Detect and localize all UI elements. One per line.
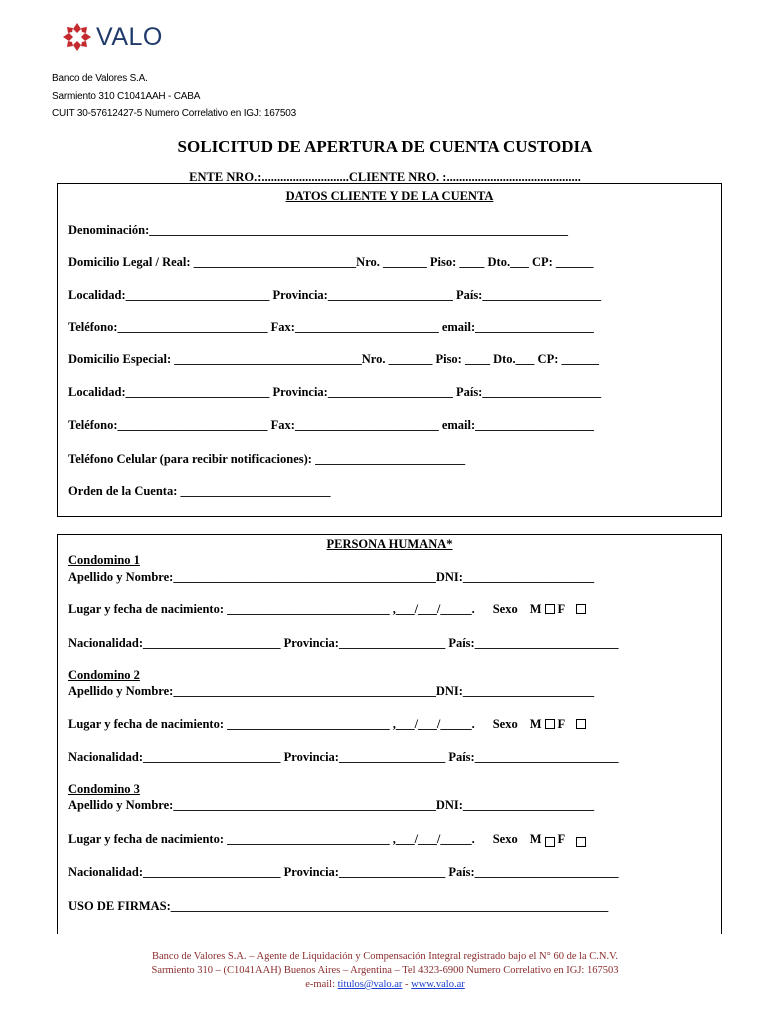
condomino-3-lugar-field[interactable]: Lugar y fecha de nacimiento: __________________________ ,___/___/_____. [68,832,475,846]
persona-humana-section [57,534,722,934]
datos-section-title: DATOS CLIENTE Y DE LA CUENTA [285,189,494,203]
document-title: SOLICITUD DE APERTURA DE CUENTA CUSTODIA [177,137,593,156]
footer-web-link[interactable]: www.valo.ar [411,979,465,990]
condomino-2-lugar-row [68,717,589,732]
orden-cuenta-field[interactable]: Orden de la Cuenta: ________________________ [68,484,331,498]
sexo-f-label: F [557,602,566,616]
bank-info [52,70,296,123]
ente-cliente-line: ENTE NRO.:............................CLIENTE NRO. :........................................... [189,170,581,184]
sexo-label: Sexo [492,602,518,616]
sexo-m-checkbox[interactable] [545,837,555,847]
bank-cuit: CUIT 30-57612427-5 Numero Correlativo en IGJ: 167503 [52,108,296,119]
sexo-f-checkbox[interactable] [576,719,586,729]
condomino-3-nacionalidad-field[interactable]: Nacionalidad:______________________ Provincia:_________________ País:_______________________ [68,865,619,879]
sexo-m-label: M [529,602,542,616]
condomino-3-lugar-row [68,832,589,847]
sexo-f-label: F [557,717,566,731]
footer-line-2: Sarmiento 310 – (C1041AAH) Buenos Aires – Argentina – Tel 4323-6900 Numero Correlativo en IGJ: 167503 [151,965,619,976]
brand-name: VALO [96,22,163,51]
sexo-label: Sexo [492,832,518,846]
domicilio-legal-field[interactable]: Domicilio Legal / Real: __________________________Nro. _______ Piso: ____ Dto.___ CP: ______ [68,255,594,269]
condomino-2-nacionalidad-field[interactable]: Nacionalidad:______________________ Provincia:_________________ País:_______________________ [68,750,619,764]
condomino-3-apellido-field[interactable]: Apellido y Nombre:__________________________________________DNI:_____________________ [68,798,595,812]
sexo-m-checkbox[interactable] [545,604,555,614]
sexo-m-label: M [529,717,542,731]
sexo-m-checkbox[interactable] [545,719,555,729]
uso-firmas-field[interactable]: USO DE FIRMAS:______________________________________________________________________ [68,899,609,913]
condomino-1-apellido-field[interactable]: Apellido y Nombre:__________________________________________DNI:_____________________ [68,570,595,584]
condomino-1-nacionalidad-field[interactable]: Nacionalidad:______________________ Provincia:_________________ País:_______________________ [68,636,619,650]
celular-field[interactable]: Teléfono Celular (para recibir notificaciones): ________________________ [68,452,466,466]
denominacion-field[interactable]: Denominación:___________________________________________________________________ [68,223,568,237]
sexo-m-label: M [529,832,542,846]
valo-logo-icon [62,22,92,52]
domicilio-especial-field[interactable]: Domicilio Especial: ______________________________Nro. _______ Piso: ____ Dto.___ CP: ______ [68,352,599,366]
telefono-field-1[interactable]: Teléfono:________________________ Fax:_______________________ email:___________________ [68,320,594,334]
localidad-field-2[interactable]: Localidad:_______________________ Provincia:____________________ País:___________________ [68,385,602,399]
footer-line-1: Banco de Valores S.A. – Agente de Liquidación y Compensación Integral registrado bajo el N° 60 de la C.N.V. [152,951,618,962]
condomino-2-lugar-field[interactable]: Lugar y fecha de nacimiento: __________________________ ,___/___/_____. [68,717,475,731]
condomino-1-lugar-field[interactable]: Lugar y fecha de nacimiento: __________________________ ,___/___/_____. [68,602,475,616]
datos-cliente-section [57,183,722,517]
condomino-1-lugar-row [68,602,589,617]
footer-email-prefix: e-mail: [305,979,338,990]
bank-name: Banco de Valores S.A. [52,73,148,84]
telefono-field-2[interactable]: Teléfono:________________________ Fax:_______________________ email:___________________ [68,418,594,432]
localidad-field-1[interactable]: Localidad:_______________________ Provincia:____________________ País:___________________ [68,288,602,302]
sexo-f-label: F [557,832,566,846]
bank-address: Sarmiento 310 C1041AAH - CABA [52,90,201,102]
condomino-3-label: Condomino 3 [68,782,140,796]
sexo-label: Sexo [492,717,518,731]
footer-email-link[interactable]: titulos@valo.ar [337,979,403,990]
valo-logo [62,19,163,55]
page-footer [0,950,770,992]
sexo-f-checkbox[interactable] [576,837,586,847]
sexo-f-checkbox[interactable] [576,604,586,614]
persona-section-title: PERSONA HUMANA* [326,537,453,551]
condomino-2-apellido-field[interactable]: Apellido y Nombre:__________________________________________DNI:_____________________ [68,684,595,698]
footer-separator: - [402,979,412,990]
condomino-2-label: Condomino 2 [68,668,140,682]
footer-line-3 [0,978,770,992]
condomino-1-label: Condomino 1 [68,553,140,567]
